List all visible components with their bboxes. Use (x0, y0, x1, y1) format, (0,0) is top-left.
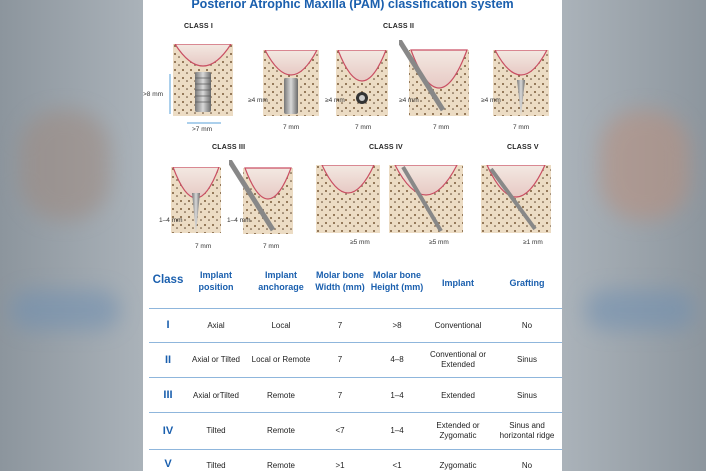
class-ii-diagram-a (263, 50, 319, 116)
cell-height: <1 (392, 461, 402, 470)
class-iv-a-width: ≥5 mm (350, 239, 370, 246)
row-divider (149, 308, 562, 309)
class-ii-b-width: 7 mm (355, 124, 372, 131)
class-iv-b-width: ≥5 mm (429, 239, 449, 246)
cell-anchorage: Remote (266, 391, 295, 400)
class-iii-b-height: 1–4 mm (227, 217, 251, 224)
classification-infographic (143, 0, 562, 471)
row-class: II (164, 354, 172, 366)
cell-width: 7 (337, 321, 343, 330)
class-iii-b-width: 7 mm (263, 243, 280, 250)
class-v-width: ≥1 mm (523, 239, 543, 246)
row-divider (149, 449, 562, 450)
class-ii-c-height: ≥4 mm (399, 97, 419, 104)
class-ii-d-width: 7 mm (513, 124, 530, 131)
cell-width: 7 (337, 355, 343, 364)
cell-implant: Conventional (434, 321, 482, 330)
cell-anchorage: Remote (266, 461, 295, 470)
row-divider (149, 412, 562, 413)
header-implant: Implant (441, 278, 474, 288)
cell-grafting: Sinus (516, 355, 537, 364)
cell-position: Axial (207, 321, 225, 330)
class-ii-a-height: ≥4 mm (248, 97, 268, 104)
header-implant-anchorage: Implant anchorage (258, 270, 304, 292)
cell-grafting: Sinus and horizontal ridge (499, 421, 555, 440)
class-ii-a-width: 7 mm (283, 124, 300, 131)
cell-implant: Extended or Zygomatic (436, 421, 480, 440)
class-i-height-marker (167, 74, 173, 114)
class-i-label: CLASS I (184, 23, 214, 30)
cell-anchorage: Remote (266, 426, 295, 435)
class-i-diagram (173, 44, 233, 116)
cell-height: 1–4 (390, 391, 404, 400)
cell-height: 4–8 (390, 355, 404, 364)
cell-grafting: No (521, 321, 533, 330)
cell-position: Axial or Tilted (191, 355, 241, 364)
cell-position: Tilted (206, 426, 226, 435)
cell-anchorage: Local or Remote (251, 355, 311, 364)
header-grafting: Grafting (509, 278, 545, 288)
row-divider (149, 377, 562, 378)
cell-position: Axial orTilted (193, 391, 239, 400)
cell-height: >8 (392, 321, 402, 330)
class-iii-label: CLASS III (212, 144, 246, 151)
header-class: Class (152, 274, 184, 286)
cell-grafting: Sinus (516, 391, 537, 400)
header-implant-position: Implant position (198, 270, 234, 292)
class-ii-b-height: ≥4 mm (325, 97, 345, 104)
row-class: IV (162, 425, 174, 437)
class-v-label: CLASS V (507, 144, 539, 151)
class-v-diagram (481, 165, 551, 233)
row-class: I (166, 319, 170, 331)
cell-height: 1–4 (390, 426, 404, 435)
class-iv-diagram-b (389, 165, 463, 233)
row-class: V (164, 458, 172, 470)
cell-width: >1 (335, 461, 345, 470)
cell-grafting: No (521, 461, 533, 470)
cell-width: 7 (337, 391, 343, 400)
class-i-width: >7 mm (192, 126, 213, 133)
cell-implant: Extended (441, 391, 475, 400)
class-iii-a-width: 7 mm (195, 243, 212, 250)
class-iv-label: CLASS IV (369, 144, 403, 151)
class-ii-label: CLASS II (383, 23, 415, 30)
row-divider (149, 342, 562, 343)
header-molar-bone-height: Molar bone Height (mm) (370, 270, 424, 292)
cell-anchorage: Local (271, 321, 291, 330)
class-ii-diagram-b (336, 50, 388, 116)
class-ii-diagram-d (493, 50, 549, 116)
cell-width: <7 (335, 426, 345, 435)
class-ii-c-width: 7 mm (433, 124, 450, 131)
page-title: Posterior Atrophic Maxilla (PAM) classification system (191, 0, 514, 11)
class-ii-diagram-c (399, 40, 469, 116)
row-class: III (163, 389, 173, 401)
class-iii-a-height: 1–4 mm (159, 217, 183, 224)
cell-implant: Conventional or Extended (429, 350, 487, 369)
class-ii-d-height: ≥4 mm (481, 97, 501, 104)
cell-implant: Zygomatic (439, 461, 477, 470)
header-molar-bone-width: Molar bone Width (mm) (315, 270, 365, 292)
cell-position: Tilted (206, 461, 226, 470)
class-i-height: >8 mm (143, 91, 164, 98)
class-iv-diagram-a (316, 165, 380, 233)
